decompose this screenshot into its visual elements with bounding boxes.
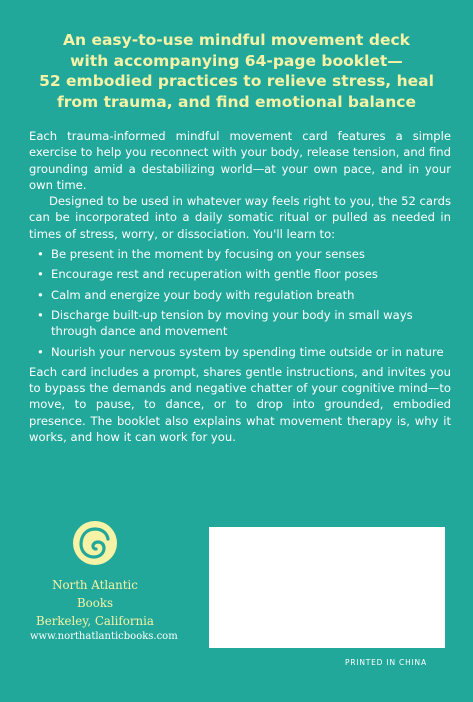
bullet-icon: • bbox=[37, 307, 44, 322]
bullet-icon: • bbox=[37, 247, 44, 262]
barcode-area bbox=[209, 527, 445, 648]
closing-paragraph: Each card includes a prompt, shares gentle instructions, and invites you to bypass the demands and negative chatter of your cognitive mind—to move, to pause, to dance, or to drop into grounded, embodied presence. The booklet also explains what movement therapy is, why it works, and how it can work for you. bbox=[29, 364, 451, 445]
list-item-text: Discharge built-up tension by moving your body in small ways through dance and movement bbox=[51, 307, 413, 339]
headline-line-1: An easy-to-use mindful movement deck bbox=[63, 31, 410, 49]
list-item-text: Be present in the moment by focusing on your senses bbox=[51, 247, 365, 262]
list-item-text: Encourage rest and recuperation with gentle floor poses bbox=[51, 267, 378, 282]
learning-list bbox=[29, 246, 451, 360]
list-item bbox=[37, 307, 451, 340]
wave-logo-icon bbox=[72, 520, 118, 566]
intro-paragraph: Each trauma-informed mindful movement card features a simple exercise to help you reconnect with your body, release tension, and find grounding amid a destabilizing world—at your own pace, and in your own time. bbox=[29, 129, 451, 192]
list-item bbox=[37, 266, 451, 282]
publisher-website[interactable]: www.northatlanticbooks.com bbox=[30, 631, 178, 642]
list-item bbox=[37, 287, 451, 303]
printed-in-label: PRINTED IN CHINA bbox=[345, 658, 427, 667]
headline-line-3: 52 embodied practices to relieve stress, heal bbox=[39, 72, 434, 90]
headline-line-4: from trauma, and find emotional balance bbox=[57, 92, 416, 111]
publisher-logo bbox=[40, 520, 150, 566]
list-item bbox=[37, 246, 451, 262]
bullet-icon: • bbox=[37, 287, 44, 302]
usage-paragraph: Designed to be used in whatever way feels right to you, the 52 cards can be incorporated into a daily somatic ritual or pulled as needed in times of stress, worry, or dissociation. You'll learn to: bbox=[29, 194, 451, 241]
bullet-icon: • bbox=[37, 267, 44, 282]
publisher-location: Berkeley, California bbox=[36, 614, 154, 628]
list-item-text: Calm and energize your body with regulation breath bbox=[51, 287, 355, 302]
headline bbox=[20, 30, 453, 112]
publisher-block bbox=[34, 576, 156, 630]
list-item-text: Nourish your nervous system by spending time outside or in nature bbox=[51, 344, 444, 359]
list-item bbox=[37, 344, 451, 360]
headline-line-2: with accompanying 64-page booklet— bbox=[70, 51, 403, 70]
bullet-icon: • bbox=[37, 344, 44, 359]
description bbox=[29, 128, 451, 445]
publisher-name: North Atlantic Books bbox=[52, 578, 138, 610]
